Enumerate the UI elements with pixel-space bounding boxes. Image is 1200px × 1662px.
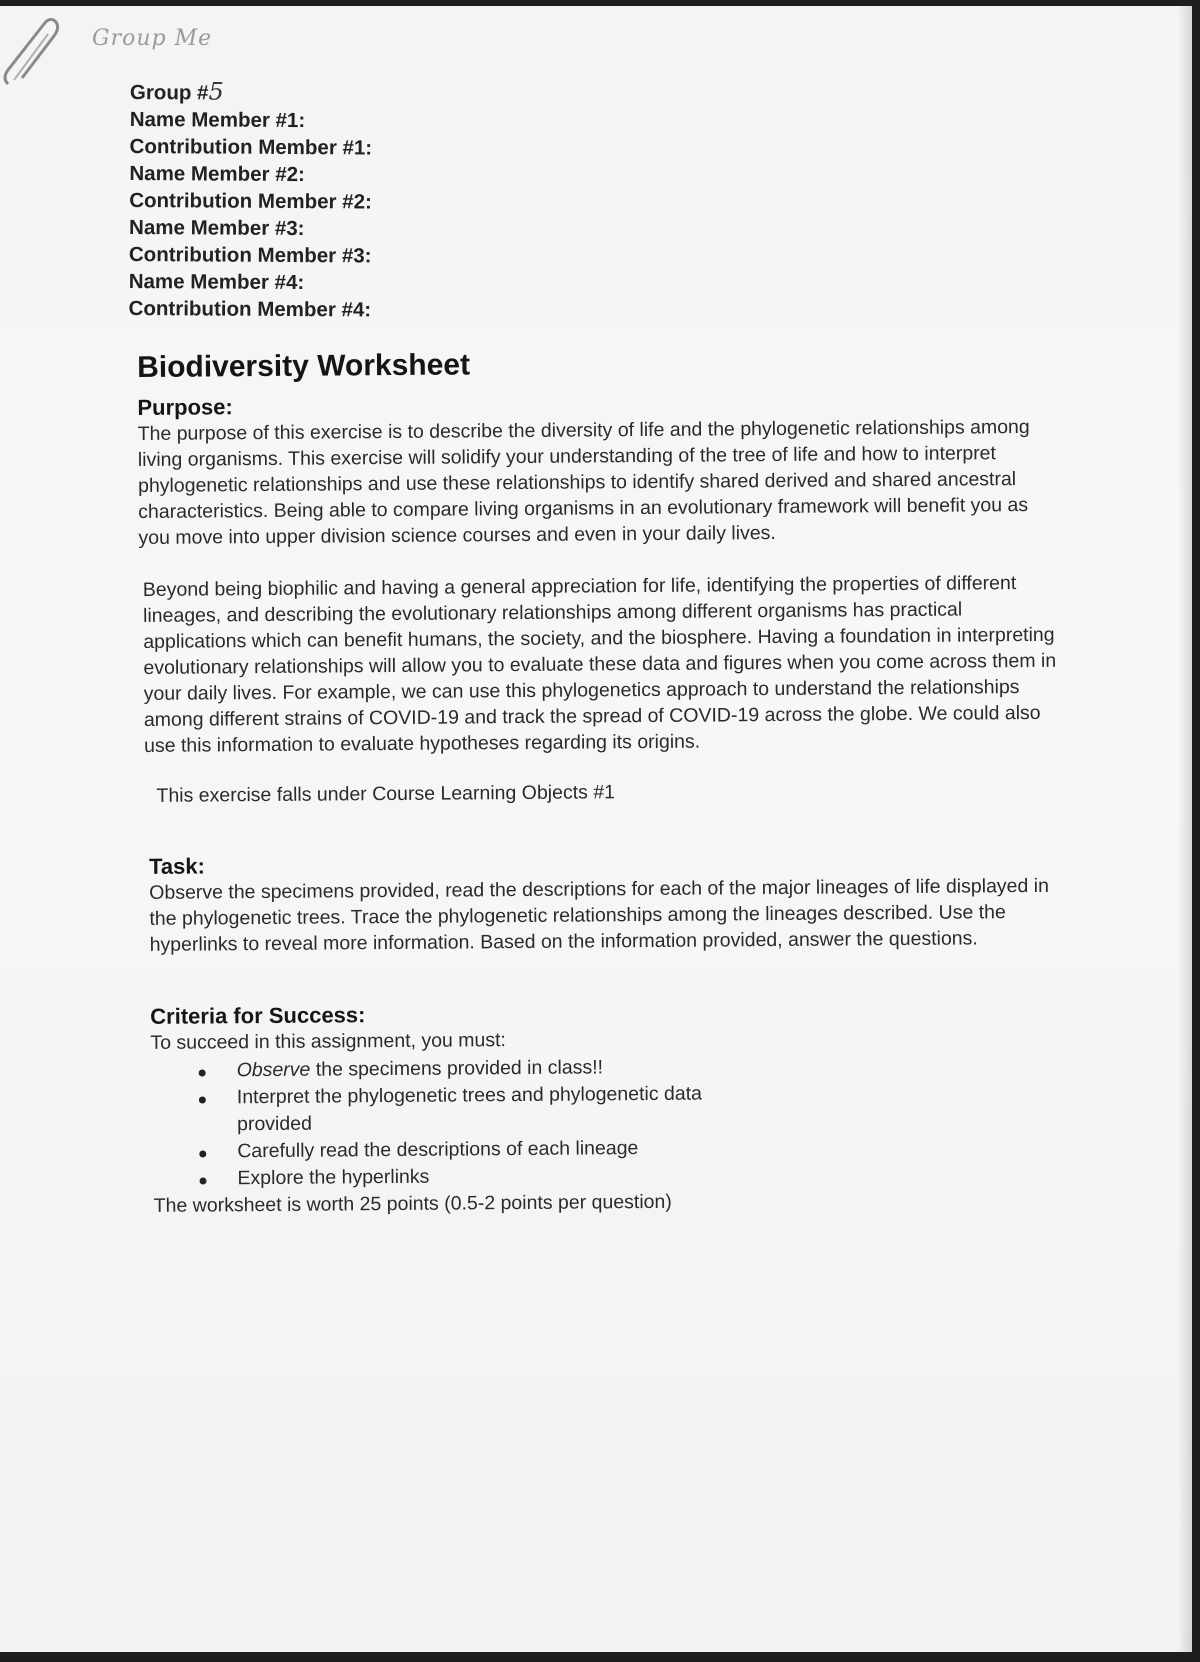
contribution-member-1: Contribution Member #1: bbox=[129, 134, 373, 160]
page-title: Biodiversity Worksheet bbox=[137, 348, 471, 384]
list-item: Interpret the phylogenetic trees and phylogenetic data provided bbox=[199, 1081, 707, 1139]
purpose-paragraph-1: The purpose of this exercise is to describe the diversity of life and the phylogenetic relationships among living organisms. This exercise will solidify your understanding of the tree of life and how to interpret phylogenetic relationships and use these relationships to identify shared derived and shared ancestral characteristics. Being able to compare living organisms in an evolutionary framework will benefit you as you move into upper division science courses and even in your daily lives. bbox=[137, 415, 1030, 549]
paperclip-icon bbox=[0, 12, 60, 92]
worksheet-content bbox=[137, 344, 1064, 1220]
list-item: Explore the hyperlinks bbox=[199, 1161, 799, 1193]
list-item: Carefully read the descriptions of each lineage bbox=[199, 1134, 799, 1166]
purpose-heading: Purpose: bbox=[137, 394, 233, 420]
task-heading: Task: bbox=[148, 853, 205, 879]
group-number: 5 bbox=[208, 77, 224, 106]
name-member-2: Name Member #2: bbox=[129, 161, 305, 187]
name-member-3: Name Member #3: bbox=[129, 215, 305, 241]
criteria-list bbox=[151, 1053, 800, 1193]
name-member-4: Name Member #4: bbox=[128, 269, 305, 295]
learning-objects-note: This exercise falls under Course Learning Objects #1 bbox=[156, 781, 616, 807]
group-line bbox=[130, 78, 373, 107]
criteria-intro: To succeed in this assignment, you must: bbox=[150, 1029, 507, 1054]
contribution-member-3: Contribution Member #3: bbox=[128, 242, 372, 268]
contribution-member-4: Contribution Member #4: bbox=[128, 296, 372, 322]
purpose-paragraph-2: Beyond being biophilic and having a general appreciation for life, identifying the properties of different lineages, and describing the evolutionary relationships among different organisms has practical applications which can benefit humans, the society, and the biosphere. Having a foundation in interpreting evolutionary relationships will allow you to evaluate these data and figures when you come across them in your daily lives. For example, we can use this phylogenetics approach to understand the relationships among different strains of COVID-19 and track the spread of COVID-19 across the globe. We could also use this information to evaluate hypotheses regarding its origins. bbox=[142, 572, 1057, 757]
criteria-heading: Criteria for Success: bbox=[150, 1002, 366, 1029]
emphasis-text: Observe bbox=[236, 1058, 311, 1082]
task-paragraph: Observe the specimens provided, read the descriptions for each of the major lineages of life displayed in the phylogenetic trees. Trace the phylogenetic relationships among the lineages described. Use the hyperlinks to reveal more information. Based on the information provided, answer the questions. bbox=[149, 874, 1049, 956]
contribution-member-2: Contribution Member #2: bbox=[129, 188, 372, 214]
name-member-1: Name Member #1: bbox=[129, 107, 306, 133]
member-header bbox=[129, 78, 373, 323]
group-label: Group # bbox=[129, 80, 209, 105]
handwritten-note: Group Me bbox=[92, 26, 213, 51]
list-item: Observe the specimens provided in class!! bbox=[199, 1053, 799, 1085]
points-note: The worksheet is worth 25 points (0.5-2 points per question) bbox=[153, 1190, 672, 1217]
page-edge-shadow bbox=[1178, 6, 1192, 1652]
worksheet-page bbox=[0, 6, 1192, 1652]
